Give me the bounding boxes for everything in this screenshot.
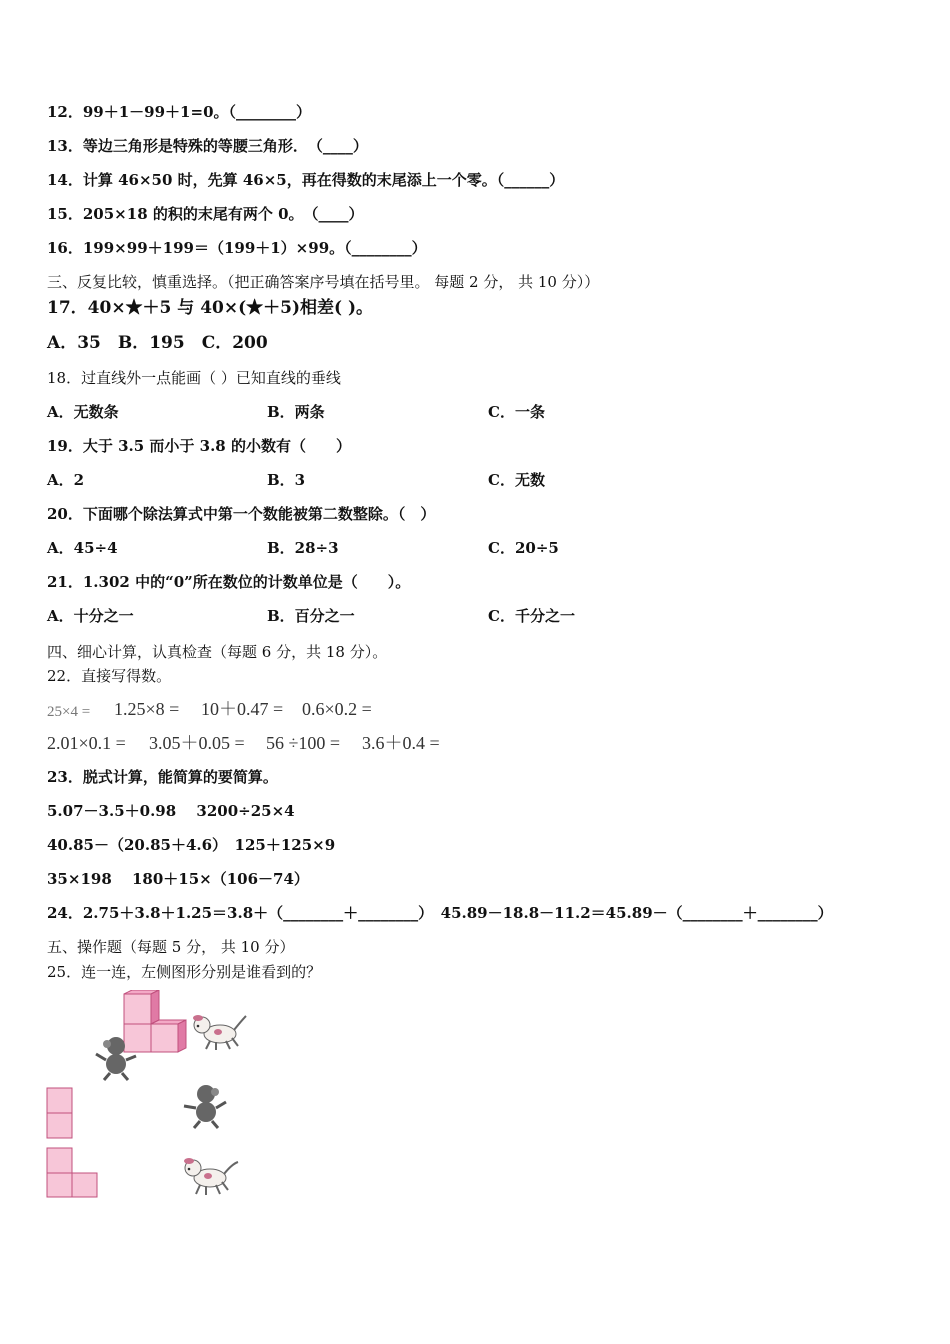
question-18-option-b: B．两条 [267, 403, 325, 421]
monkey-icon [180, 1084, 230, 1130]
calc-item: 1.25×8 = [114, 699, 180, 719]
question-21-option-c: C．千分之一 [488, 607, 575, 625]
question-17-stem: 17．40×★＋5 与 40×(★＋5)相差( )。 [47, 298, 374, 318]
question-22-stem: 22．直接写得数。 [47, 667, 172, 685]
question-20-option-c: C．20÷5 [488, 539, 559, 557]
question-20-option-b: B．28÷3 [267, 539, 339, 557]
question-23-row: 5.07－3.5＋0.98 3200÷25×4 [47, 802, 295, 820]
calc-item: 56 ÷100 = [266, 733, 341, 753]
question-15: 15．205×18 的积的末尾有两个 0。 （____） [47, 205, 364, 223]
question-18-option-c: C．一条 [488, 403, 545, 421]
question-24: 24．2.75＋3.8＋1.25＝3.8＋（________＋________） 45.89－18.8－11.2＝45.89－（________＋________） [47, 904, 833, 922]
question-18-option-a: A．无数条 [47, 403, 119, 421]
monkey-icon [92, 1036, 142, 1082]
side-view-figure [46, 1147, 99, 1199]
calc-item: 2.01×0.1 = [47, 733, 126, 753]
question-20-option-a: A．45÷4 [47, 539, 118, 557]
question-19-option-a: A．2 [47, 471, 85, 489]
calc-item: 0.6×0.2 = [302, 699, 372, 719]
question-21-option-a: A．十分之一 [47, 607, 134, 625]
section-3-title: 三、反复比较，慎重选择。（把正确答案序号填在括号里。 每题 2 分， 共 10 分）） [47, 273, 600, 291]
question-19-option-b: B．3 [267, 471, 306, 489]
question-13: 13．等边三角形是特殊的等腰三角形． （____） [47, 137, 368, 155]
question-16: 16．199×99＋199＝（199＋1）×99。（________） [47, 239, 427, 257]
question-25-stem: 25．连一连，左侧图形分别是谁看到的？ [47, 963, 322, 981]
section-5-title: 五、操作题（每题 5 分， 共 10 分） [47, 938, 295, 956]
dog-icon [180, 1152, 242, 1198]
question-21-stem: 21．1.302 中的“0”所在数位的计数单位是（ ）。 [47, 573, 411, 591]
question-14: 14．计算 46×50 时，先算 46×5，再在得数的末尾添上一个零。（______） [47, 171, 565, 189]
dog-icon [188, 1008, 250, 1052]
question-19-stem: 19．大于 3.5 而小于 3.8 的小数有（ ） [47, 437, 351, 455]
calc-item: 25×4 = [47, 704, 91, 720]
question-20-stem: 20．下面哪个除法算式中第一个数能被第二数整除。（ ） [47, 505, 436, 523]
calc-item: 3.05＋0.05 = [149, 733, 245, 753]
question-18-stem: 18．过直线外一点能画（ ）已知直线的垂线 [47, 369, 341, 387]
question-23-stem: 23．脱式计算，能简算的要简算。 [47, 768, 278, 786]
section-4-title: 四、细心计算，认真检查（每题 6 分，共 18 分）。 [47, 643, 388, 661]
calc-item: 3.6＋0.4 = [362, 733, 440, 753]
question-23-row: 40.85－（20.85＋4.6） 125＋125×9 [47, 836, 336, 854]
question-19-option-c: C．无数 [488, 471, 545, 489]
question-21-option-b: B．百分之一 [267, 607, 355, 625]
calc-item: 10＋0.47 = [201, 699, 284, 719]
question-17-options: A．35 B．195 C．200 [47, 333, 268, 353]
front-view-figure [46, 1087, 74, 1141]
question-23-row: 35×198 180＋15×（106－74） [47, 870, 309, 888]
question-12: 12．99＋1－99＋1=0。（________） [47, 103, 312, 121]
